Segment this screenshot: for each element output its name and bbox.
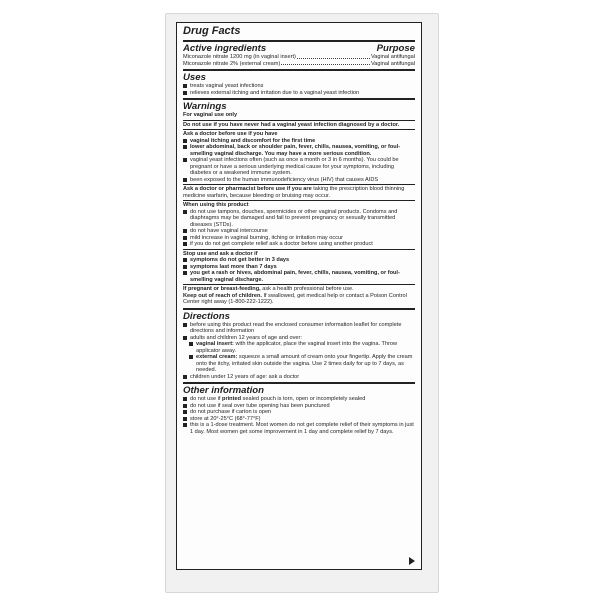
purpose-heading: Purpose	[376, 43, 415, 54]
bullet-square	[183, 258, 187, 262]
bullet-square	[183, 145, 187, 149]
active-ingredients-heading: Active ingredients	[183, 43, 267, 54]
bullet-square	[183, 397, 187, 401]
bullet-square	[189, 342, 193, 346]
bullet-square	[183, 236, 187, 240]
warnings-heading: Warnings	[183, 101, 227, 112]
bullet-square	[183, 375, 187, 379]
list-item: external cream: squeeze a small amount of cream onto your fingertip. Apply the cream onto the itchy, irritated skin outside the vagina. Use 2 times daily for up to 7 days, as needed.	[183, 354, 415, 374]
bullet-square	[183, 139, 187, 143]
bullet-square	[183, 271, 187, 275]
list-item: vaginal itching and discomfort for the first time	[183, 138, 415, 145]
bullet-square	[189, 355, 193, 359]
bullet-square	[183, 323, 187, 327]
list-item: symptoms last more than 7 days	[183, 264, 415, 271]
for-vaginal-use: For vaginal use only	[183, 112, 238, 118]
warnings-section	[183, 100, 415, 310]
list-item: store at 20°-25°C (68°-77°F)	[183, 416, 415, 423]
list-item: relieves external itching and irritation due to a vaginal yeast infection	[183, 90, 415, 97]
when-using-block	[183, 200, 415, 248]
list-item: symptoms do not get better in 3 days	[183, 257, 415, 264]
uses-heading: Uses	[183, 72, 206, 83]
bullet-square	[183, 91, 187, 95]
ingredient-purpose: Vaginal antifungal	[370, 54, 415, 60]
ingredient-name: Miconazole nitrate 2% (external cream)	[183, 60, 281, 67]
list-item: do not use if printed sealed pouch is torn, open or incompletely sealed	[183, 396, 415, 403]
active-ingredients-section	[183, 42, 415, 71]
directions-section	[183, 310, 415, 385]
list-item: you get a rash or hives, abdominal pain, fever, chills, nausea, vomiting, or foul-smelling vaginal discharge.	[183, 270, 415, 283]
ask-doctor-heading: Ask a doctor before use if you have	[183, 131, 278, 137]
drug-facts-panel	[176, 22, 422, 570]
bullet-square	[183, 404, 187, 408]
list-item: do not purchase if carton is open	[183, 409, 415, 416]
leader-dots	[281, 61, 370, 66]
bullet-square	[183, 423, 187, 427]
list-item: if you do not get complete relief ask a doctor before using another product	[183, 241, 415, 248]
continue-arrow-icon	[409, 557, 415, 565]
bullet-square	[183, 210, 187, 214]
directions-heading: Directions	[183, 310, 230, 322]
list-item: do not use tampons, douches, spermicides or other vaginal products. Condoms and diaphragms may be damaged and fail to prevent pregnancy or sexually transmitted diseases (STDs).	[183, 209, 415, 229]
bullet-square	[183, 229, 187, 233]
list-item: treats vaginal yeast infections	[183, 83, 415, 90]
ingredient-purpose: Vaginal antifungal	[370, 60, 415, 67]
ingredient-row	[183, 61, 415, 68]
bullet-square	[183, 417, 187, 421]
list-item: before using this product read the enclosed consumer information leaflet for complete directions and information	[183, 322, 415, 335]
ask-pharmacist-block: Ask a doctor or pharmacist before use if you are taking the prescription blood thinning medicine warfarin, because bleeding or bruising may occur.	[183, 184, 415, 199]
stop-use-heading: Stop use and ask a doctor if	[183, 250, 258, 257]
list-item: children under 12 years of age: ask a doctor	[183, 374, 415, 381]
bullet-square	[183, 242, 187, 246]
list-item: been exposed to the human immunodeficiency virus (HIV) that causes AIDS	[183, 177, 415, 184]
list-item: lower abdominal, back or shoulder pain, fever, chills, nausea, vomiting, or foul-smelling vaginal discharge. You may have a more serious condition.	[183, 144, 415, 157]
other-information-heading: Other information	[183, 385, 265, 396]
list-item: mild increase in vaginal burning, itching or irritation may occur	[183, 235, 415, 242]
when-using-heading: When using this product	[183, 202, 249, 208]
bullet-square	[183, 158, 187, 162]
bullet-square	[183, 84, 187, 88]
title-section	[183, 24, 415, 42]
list-item: this is a 1-dose treatment. Most women do not get complete relief of their symptoms in just 1 day. Most women get some improvement in 1 day and complete relief by 7 days.	[183, 422, 415, 435]
list-item: adults and children 12 years of age and over:	[183, 335, 415, 342]
list-item: do not have vaginal intercourse	[183, 228, 415, 235]
do-not-use: Do not use if you have never had a vaginal yeast infection diagnosed by a doctor.	[183, 120, 415, 129]
ask-doctor-block	[183, 129, 415, 183]
drug-facts-title: Drug Facts	[183, 25, 241, 37]
ingredient-name: Miconazole nitrate 1200 mg (in vaginal insert)	[183, 54, 296, 60]
bullet-square	[183, 336, 187, 340]
list-item: vaginal yeast infections often (such as once a month or 3 in 6 months). You could be pregnant or have a serious underlying medical cause for your symptoms, including diabetes or a weakened immune system.	[183, 157, 415, 177]
stop-use-block	[183, 249, 415, 284]
bullet-square	[183, 410, 187, 414]
pregnant-warning: If pregnant or breast-feeding, ask a health professional before use.	[183, 284, 415, 293]
leader-dots	[297, 54, 370, 59]
keep-out-warning: Keep out of reach of children. If swallowed, get medical help or contact a Poison Control Center right away (1-800-222-1222).	[183, 292, 407, 305]
other-information-section	[183, 384, 415, 437]
bullet-square	[183, 265, 187, 269]
list-item: do not use if seal over tube opening has been punctured	[183, 403, 415, 410]
uses-section	[183, 71, 415, 100]
bullet-square	[183, 178, 187, 182]
list-item: vaginal insert: with the applicator, place the vaginal insert into the vagina. Throw applicator away.	[183, 341, 415, 354]
